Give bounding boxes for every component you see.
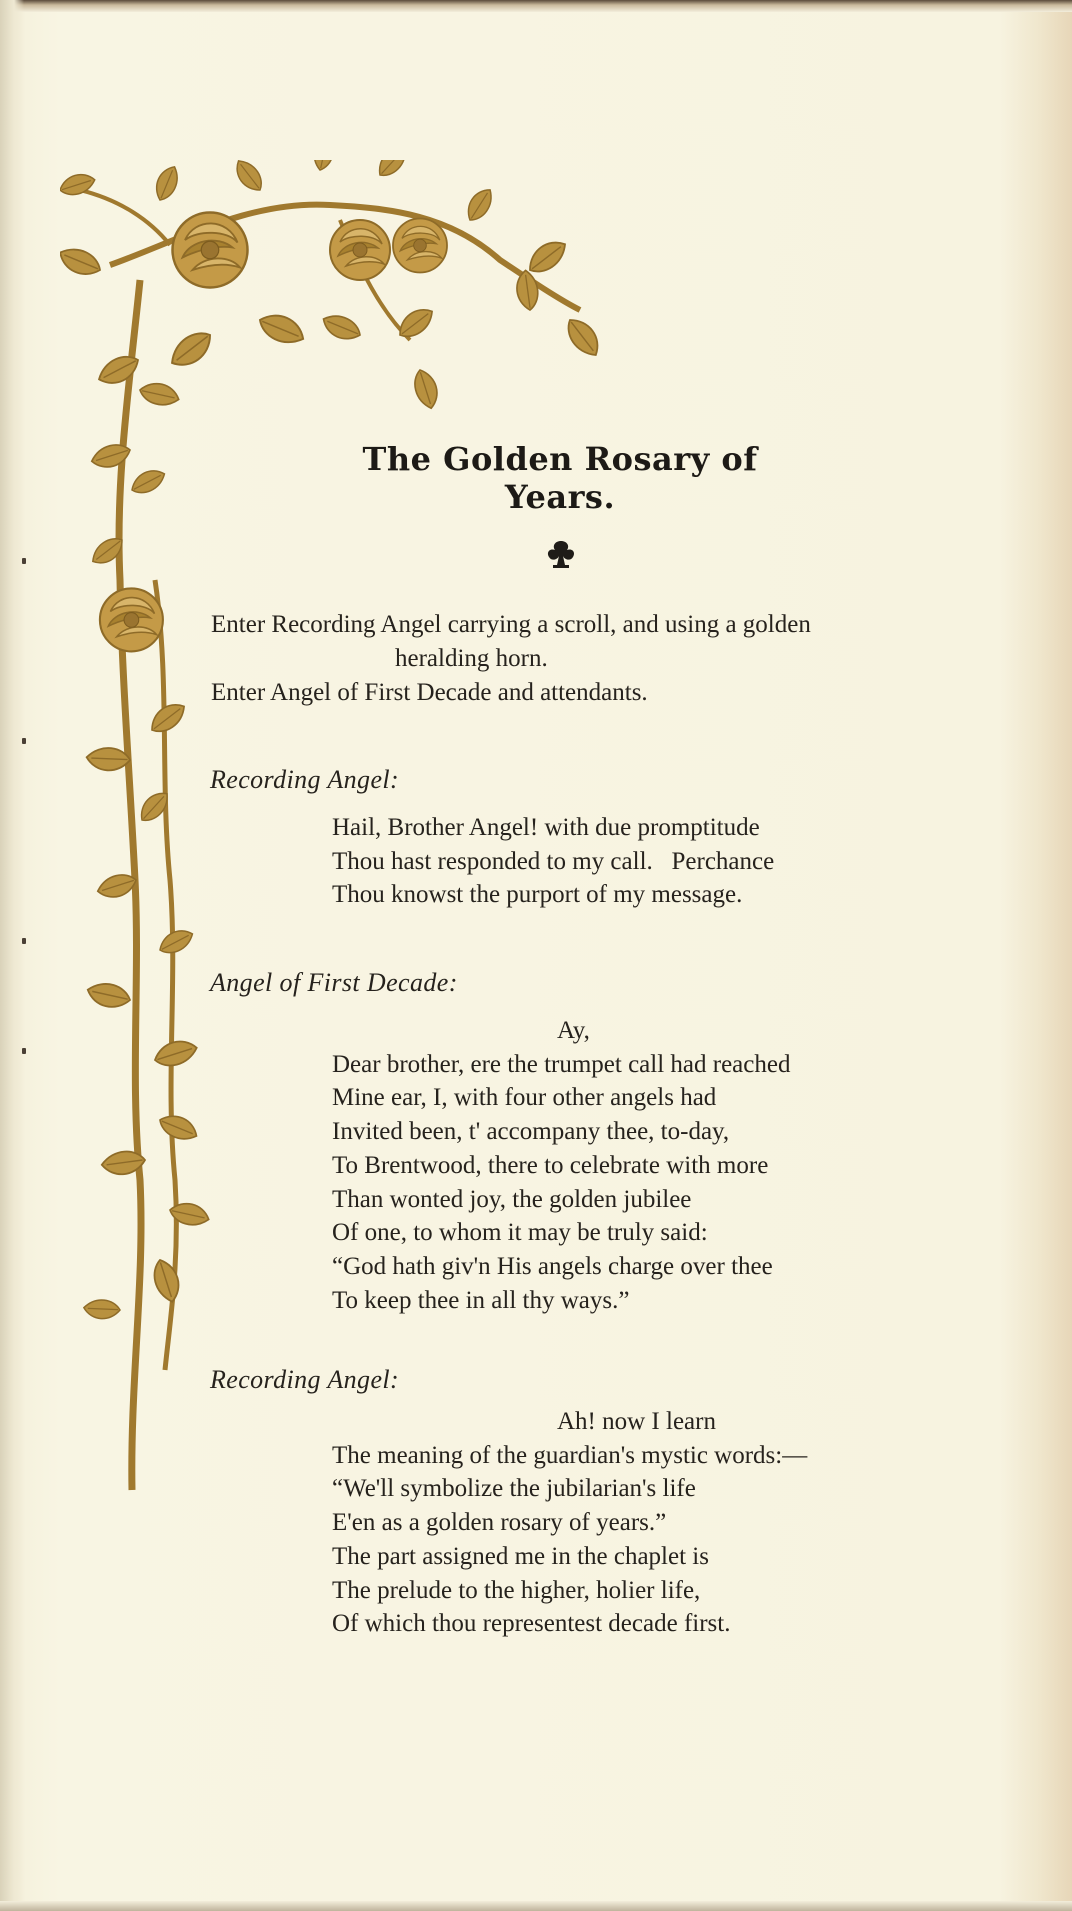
speaker-label: Recording Angel: bbox=[210, 765, 400, 794]
page-top-edge bbox=[0, 0, 1072, 12]
verse-line: Hail, Brother Angel! with due promptitude bbox=[332, 814, 760, 841]
verse-line: The prelude to the higher, holier life, bbox=[332, 1576, 701, 1604]
verse-line: E'en as a golden rosary of years.” bbox=[332, 1509, 667, 1537]
binding-stitch bbox=[22, 558, 26, 564]
fleuron-icon bbox=[544, 537, 578, 571]
verse-line: Invited been, t' accompany thee, to-day, bbox=[332, 1118, 730, 1146]
verse-line: Ay, bbox=[557, 1017, 590, 1044]
speaker-label: Recording Angel: bbox=[210, 1365, 400, 1394]
verse-line: Of one, to whom it may be truly said: bbox=[332, 1219, 708, 1247]
verse-line: Dear brother, ere the trumpet call had reached bbox=[332, 1050, 791, 1078]
stage-direction: heralding horn. bbox=[395, 645, 548, 672]
verse-line: Thou hast responded to my call. Perchance bbox=[332, 847, 775, 875]
verse-line: To keep thee in all thy ways.” bbox=[332, 1286, 630, 1314]
stage-direction: Enter Recording Angel carrying a scroll, and using a golden bbox=[211, 611, 811, 638]
verse-line: Mine ear, I, with four other angels had bbox=[332, 1084, 717, 1112]
verse-line: Ah! now I learn bbox=[557, 1408, 716, 1435]
binding-stitch bbox=[22, 1048, 26, 1054]
verse-block bbox=[332, 1014, 972, 1317]
verse-line: “We'll symbolize the jubilarian's life bbox=[332, 1475, 696, 1503]
speaker-label: Angel of First Decade: bbox=[210, 968, 458, 997]
verse-line: The part assigned me in the chaplet is bbox=[332, 1542, 709, 1570]
stage-direction: Enter Angel of First Decade and attendants. bbox=[211, 679, 648, 706]
verse-block bbox=[332, 811, 972, 912]
verse-line: Than wonted joy, the golden jubilee bbox=[332, 1185, 692, 1213]
verse-line: To Brentwood, there to celebrate with more bbox=[332, 1151, 769, 1179]
verse-line: The meaning of the guardian's mystic words:— bbox=[332, 1441, 808, 1469]
verse-line: “God hath giv'n His angels charge over thee bbox=[332, 1252, 773, 1280]
binding-stitch bbox=[22, 938, 26, 944]
verse-line: Of which thou representest decade first. bbox=[332, 1610, 731, 1638]
verse-block bbox=[332, 1405, 972, 1641]
page-bottom-edge bbox=[0, 1901, 1072, 1911]
verse-line: Thou knowst the purport of my message. bbox=[332, 881, 743, 909]
spine-shadow bbox=[0, 0, 24, 1911]
binding-stitch bbox=[22, 738, 26, 744]
page-title: The Golden Rosary of Years. bbox=[362, 440, 758, 516]
